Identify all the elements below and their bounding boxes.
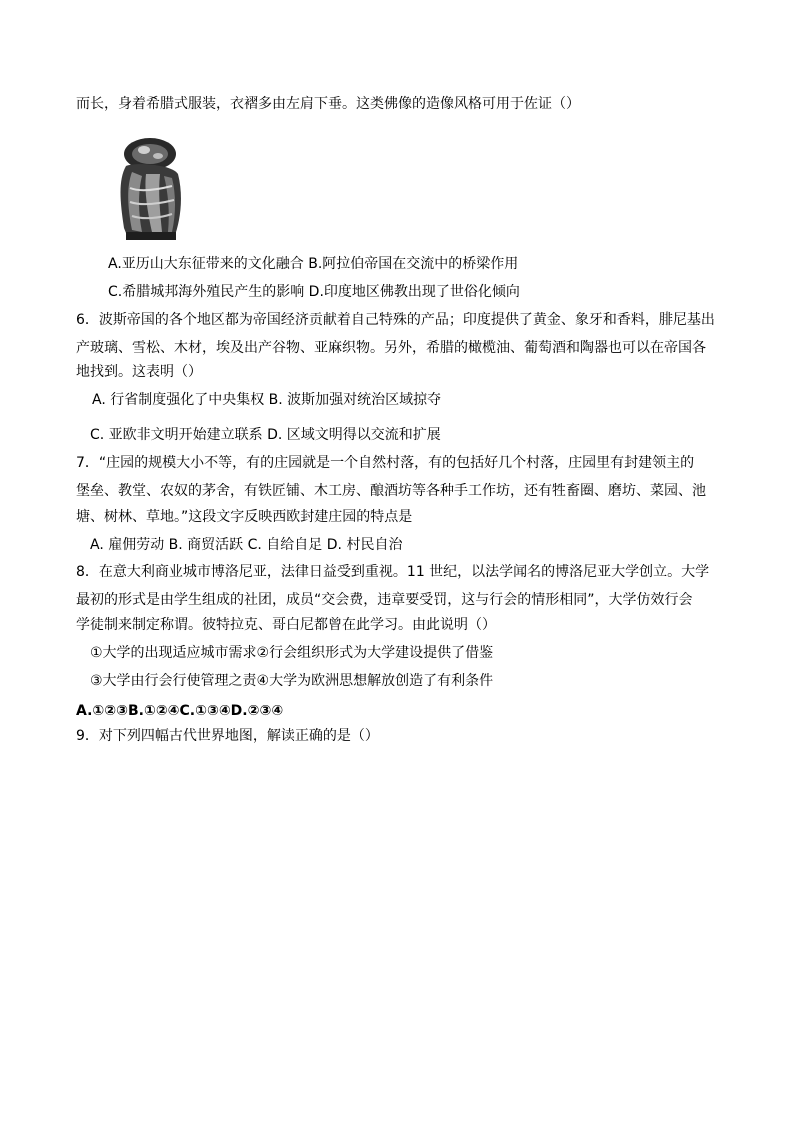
q6-line-3: 地找到。这表明（） (76, 364, 202, 380)
buddha-statue-image (112, 132, 188, 240)
q6-option-cd: C. 亚欧非文明开始建立联系 D. 区域文明得以交流和扩展 (90, 427, 441, 443)
q6-line-2: 产玻璃、雪松、木材，埃及出产谷物、亚麻织物。另外，希腊的橄榄油、葡萄酒和陶器也可以在帝国各 (76, 340, 706, 356)
q6-option-ab: A. 行省制度强化了中央集权 B. 波斯加强对统治区域掠夺 (92, 392, 442, 408)
q5-stem-tail: 而长，身着希腊式服装，衣褶多由左肩下垂。这类佛像的造像风格可用于佐证（） (76, 96, 580, 112)
q8-line-2: 最初的形式是由学生组成的社团，成员“交会费，违章要受罚，这与行会的情形相同”，大学仿效行会 (76, 592, 693, 608)
q8-line-3: 学徒制来制定称谓。彼特拉克、哥白尼都曾在此学习。由此说明（） (76, 617, 496, 633)
q5-option-cd: C.希腊城邦海外殖民产生的影响 D.印度地区佛教出现了世俗化倾向 (108, 284, 520, 300)
q8-line-1: 8．在意大利商业城市博洛尼亚，法律日益受到重视。11 世纪，以法学闻名的博洛尼亚大学创立。大学 (76, 564, 710, 580)
q5-option-ab: A.亚历山大东征带来的文化融合 B.阿拉伯帝国在交流中的桥梁作用 (108, 256, 519, 272)
q7-line-3: 塘、树林、草地。”这段文字反映西欧封建庄园的特点是 (76, 509, 413, 525)
q7-options: A. 雇佣劳动 B. 商贸活跃 C. 自给自足 D. 村民自治 (90, 537, 403, 553)
q9-line-1: 9．对下列四幅古代世界地图，解读正确的是（） (76, 728, 379, 744)
q8-options: A.①②③B.①②④C.①③④D.②③④ (76, 703, 284, 719)
q7-line-2: 堡垒、教堂、农奴的茅舍，有铁匠铺、木工房、酿酒坊等各种手工作坊，还有牲畜圈、磨坊、菜园、池 (76, 483, 706, 499)
q7-line-1: 7．“庄园的规模大小不等，有的庄园就是一个自然村落，有的包括好几个村落，庄园里有封建领主的 (76, 455, 695, 471)
q6-line-1: 6．波斯帝国的各个地区都为帝国经济贡献着自己特殊的产品；印度提供了黄金、象牙和香料，腓尼基出 (76, 312, 715, 328)
q8-statements-12: ①大学的出现适应城市需求②行会组织形式为大学建设提供了借鉴 (90, 645, 494, 661)
q8-statements-34: ③大学由行会行使管理之责④大学为欧洲思想解放创造了有利条件 (90, 673, 494, 689)
